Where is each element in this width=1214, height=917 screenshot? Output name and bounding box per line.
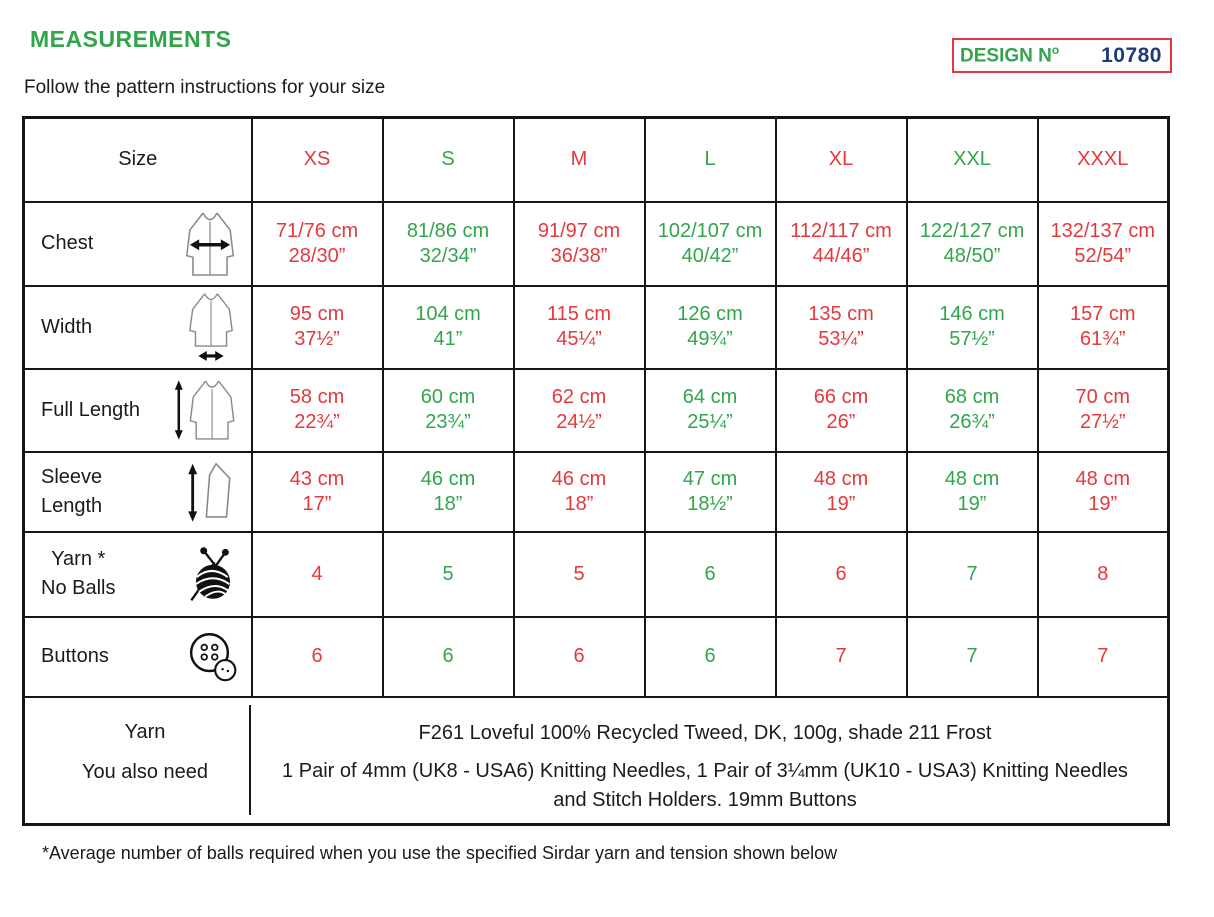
yarn-info-row (24, 697, 1169, 825)
measurement-cell: 71/76 cm 28/30” (252, 202, 383, 286)
measurement-cell: 135 cm 53¼” (776, 286, 907, 369)
measurement-cell: 70 cm 27½” (1038, 369, 1169, 452)
cardigan-length-arrow-icon (173, 374, 241, 446)
sleeve-length-label-cell: Sleeve Length (24, 452, 252, 532)
design-number-value: 10780 (1101, 43, 1162, 67)
row-label: Full Length (41, 398, 140, 421)
measurement-cell: 112/117 cm 44/46” (776, 202, 907, 286)
yarn-balls-cell: 6 (776, 532, 907, 617)
full-length-label-cell (24, 369, 252, 452)
measurement-cell: 46 cm 18” (383, 452, 514, 532)
row-label: Buttons (41, 645, 109, 667)
footnote: *Average number of balls required when you use the specified Sirdar yarn and tension shown below (42, 843, 838, 863)
yarn-balls-cell: 4 (252, 532, 383, 617)
row-label: Width (41, 315, 93, 338)
table-row-sleeve-length (24, 452, 1169, 532)
measurement-cell: 48 cm 19” (776, 452, 907, 532)
measurement-cell: 132/137 cm 52/54” (1038, 202, 1169, 286)
measurement-cell: 157 cm 61¾” (1038, 286, 1169, 369)
measurement-cell: 146 cm 57½” (907, 286, 1038, 369)
size-col-xxxl: XXXL (1038, 118, 1169, 202)
table-row-yarn-balls (24, 532, 1169, 617)
buttons-cell: 6 (252, 617, 383, 697)
measurement-cell: 126 cm 49¾” (645, 286, 776, 369)
yarn-ball-icon (185, 543, 241, 605)
measurement-cell: 122/127 cm 48/50” (907, 202, 1038, 286)
measurement-cell: 46 cm 18” (514, 452, 645, 532)
yarn-balls-label-cell: Yarn * No Balls (24, 532, 252, 617)
yarn-balls-cell: 5 (514, 532, 645, 617)
measurement-cell: 91/97 cm 36/38” (514, 202, 645, 286)
buttons-cell: 6 (645, 617, 776, 697)
row-label: Yarn * (51, 548, 106, 570)
table-row-full-length (24, 369, 1169, 452)
measurement-cell: 64 cm 25¼” (645, 369, 776, 452)
buttons-cell: 7 (907, 617, 1038, 697)
measurement-cell: 47 cm 18½” (645, 452, 776, 532)
pattern-page (0, 26, 1214, 864)
row-label: Sleeve (41, 465, 103, 488)
size-header: Size (24, 118, 252, 202)
yarn-balls-cell: 6 (645, 532, 776, 617)
size-col-xl: XL (776, 118, 907, 202)
cardigan-width-arrow-icon (181, 291, 241, 363)
measurement-cell: 104 cm 41” (383, 286, 514, 369)
yarn-info-cell (24, 697, 1169, 825)
measurement-cell: 102/107 cm 40/42” (645, 202, 776, 286)
you-also-need-value: 1 Pair of 4mm (UK8 - USA6) Knitting Needles, 1 Pair of 3¼mm (UK10 - USA3) Knitting Needles and Stitch Holders. 19mm Buttons (282, 760, 1128, 812)
yarn-balls-cell: 5 (383, 532, 514, 617)
chest-label-cell (24, 202, 252, 286)
measurement-cell: 68 cm 26¾” (907, 369, 1038, 452)
design-number-label: DESIGN $N^o$ (960, 43, 1060, 67)
yarn-value: F261 Loveful 100% Recycled Tweed, DK, 100g, shade 211 Frost (418, 722, 992, 745)
sleeve-length-arrow-icon (183, 459, 241, 525)
measurement-cell: 115 cm 45¼” (514, 286, 645, 369)
buttons-icon (185, 629, 241, 685)
design-number-box (952, 38, 1172, 73)
measurements-table (22, 116, 1170, 826)
cardigan-chest-arrow-icon (179, 208, 241, 280)
table-row-buttons (24, 617, 1169, 697)
yarn-label: Yarn (124, 721, 166, 744)
table-row-chest (24, 202, 1169, 286)
measurement-cell: 48 cm 19” (907, 452, 1038, 532)
measurement-cell: 60 cm 23¾” (383, 369, 514, 452)
buttons-label-cell (24, 617, 252, 697)
row-label: Chest (41, 232, 94, 254)
size-col-s: S (383, 118, 514, 202)
measurement-cell: 62 cm 24½” (514, 369, 645, 452)
measurement-cell: 43 cm 17” (252, 452, 383, 532)
page-title: MEASUREMENTS (30, 26, 232, 52)
buttons-cell: 7 (1038, 617, 1169, 697)
buttons-cell: 6 (383, 617, 514, 697)
table-row-width (24, 286, 1169, 369)
size-col-xs: XS (252, 118, 383, 202)
measurement-cell: 58 cm 22¾” (252, 369, 383, 452)
size-col-l: L (645, 118, 776, 202)
yarn-balls-cell: 7 (907, 532, 1038, 617)
page-subtitle: Follow the pattern instructions for your size (24, 77, 386, 98)
you-also-need-label: You also need (81, 761, 209, 784)
size-col-xxl: XXL (907, 118, 1038, 202)
measurement-cell: 81/86 cm 32/34” (383, 202, 514, 286)
measurement-cell: 66 cm 26” (776, 369, 907, 452)
size-col-m: M (514, 118, 645, 202)
buttons-cell: 7 (776, 617, 907, 697)
table-header-row (24, 118, 1169, 202)
measurement-cell: 48 cm 19” (1038, 452, 1169, 532)
width-label-cell (24, 286, 252, 369)
measurement-cell: 95 cm 37½” (252, 286, 383, 369)
buttons-cell: 6 (514, 617, 645, 697)
yarn-balls-cell: 8 (1038, 532, 1169, 617)
